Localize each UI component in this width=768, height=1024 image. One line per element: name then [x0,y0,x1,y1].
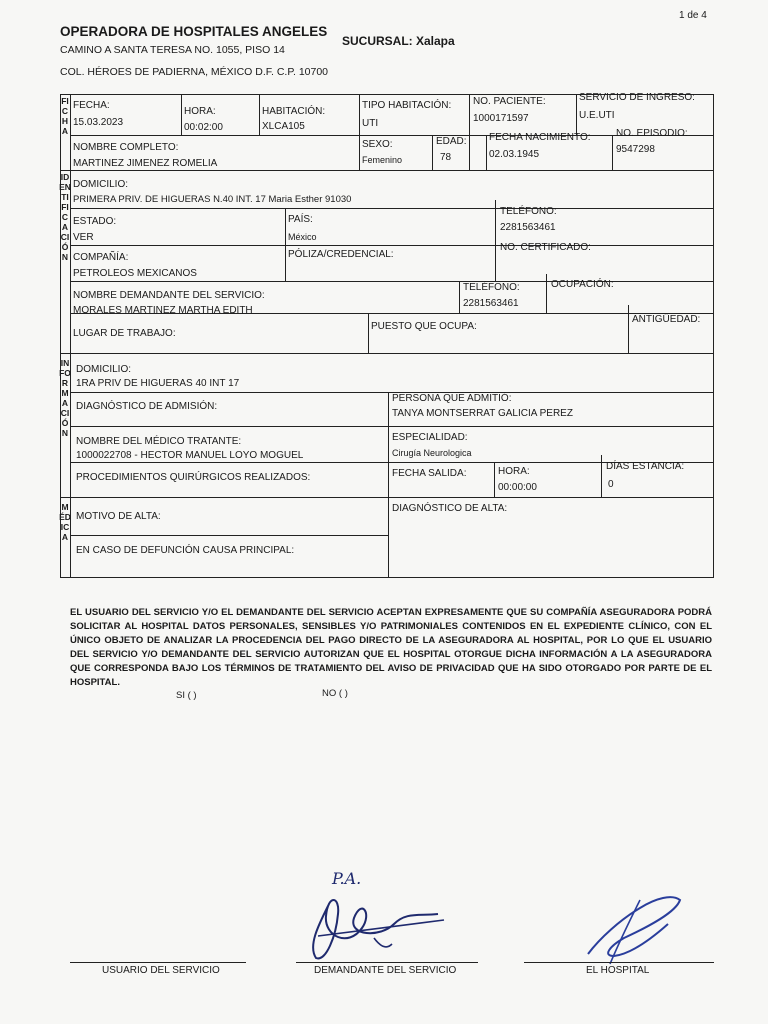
cell-divider [628,305,629,353]
row-divider [70,208,714,209]
no-certificado-label: NO. CERTIFICADO: [500,242,591,253]
poliza-label: PÓLIZA/CREDENCIAL: [288,249,394,260]
page-number: 1 de 4 [679,10,707,21]
hospital-signature [580,880,690,970]
hora-salida-value: 00:00:00 [498,482,537,493]
form-border-right [713,94,714,577]
domicilio-label: DOMICILIO: [73,179,129,190]
cell-divider [601,455,602,497]
compania-value: PETROLEOS MEXICANOS [73,268,197,279]
section-label-medica: MÉDICA [59,502,71,542]
no-paciente-value: 1000171597 [473,113,529,124]
servicio-ingreso-value: U.E.UTI [579,110,615,121]
especialidad-value: Cirugía Neurologica [392,448,472,458]
address-line-1: CAMINO A SANTA TERESA NO. 1055, PISO 14 [60,44,285,56]
cell-divider [368,313,369,353]
especialidad-label: ESPECIALIDAD: [392,432,468,443]
cell-divider [388,392,389,577]
tipo-habitacion-value: UTI [362,118,379,129]
demandante-annotation: P.A. [332,869,362,888]
row-divider [70,281,714,282]
tipo-habitacion-label: TIPO HABITACIÓN: [362,100,452,111]
medico-tratante-label: NOMBRE DEL MÉDICO TRATANTE: [76,436,242,447]
domicilio-medico-value: 1RA PRIV DE HIGUERAS 40 INT 17 [76,378,240,389]
cell-divider [285,208,286,281]
cell-divider [459,281,460,313]
compania-label: COMPAÑÍA: [73,252,129,263]
cell-divider [576,94,577,135]
row-divider [70,426,714,427]
nombre-value: MARTINEZ JIMENEZ ROMELIA [73,158,218,169]
signature-label-demandante: DEMANDANTE DEL SERVICIO [314,965,457,976]
consent-option-si[interactable]: SI ( ) [176,690,197,701]
pais-value: México [288,232,317,242]
row-divider [60,497,714,498]
cell-divider [359,94,360,135]
lugar-trabajo-label: LUGAR DE TRABAJO: [73,328,176,339]
persona-admitio-label: PERSONA QUE ADMITIÓ: [392,393,512,404]
habitacion-label: HABITACIÓN: [262,106,326,117]
fecha-nacimiento-label: FECHA NACIMIENTO: [489,132,591,143]
cell-divider [432,135,433,170]
telefono-label: TELÉFONO: [500,206,557,217]
no-episodio-value: 9547298 [616,144,655,155]
telefono-demandante-label: TELÉFONO: [463,282,520,293]
pais-label: PAÍS: [288,214,313,225]
org-name: OPERADORA DE HOSPITALES ANGELES [60,24,328,39]
cell-divider [486,135,487,170]
procedimientos-label: PROCEDIMIENTOS QUIRÚRGICOS REALIZADOS: [76,472,311,483]
cell-divider [546,274,547,313]
row-divider [70,245,714,246]
sexo-label: SEXO: [362,139,393,150]
persona-admitio-value: TANYA MONTSERRAT GALICIA PEREZ [392,408,573,419]
hora-salida-label: HORA: [498,466,530,477]
no-episodio-label: NO. EPISODIO: [616,128,688,139]
cell-divider [612,135,613,170]
telefono-value: 2281563461 [500,222,556,233]
signature-label-hospital: EL HOSPITAL [586,965,650,976]
cell-divider [469,94,470,170]
fecha-value: 15.03.2023 [73,117,124,128]
cell-divider [494,462,495,497]
telefono-demandante-value: 2281563461 [463,298,519,309]
signature-line-usuario [70,962,246,963]
habitacion-value: XLCA105 [262,121,305,132]
cell-divider [259,94,260,135]
dias-estancia-value: 0 [608,479,614,490]
estado-label: ESTADO: [73,216,117,227]
cell-divider [495,200,496,281]
fecha-label: FECHA: [73,100,110,111]
section-label-informacion: INFORMACIÓN [59,358,71,438]
diagnostico-admision-label: DIAGNÓSTICO DE ADMISIÓN: [76,401,218,412]
defuncion-label: EN CASO DE DEFUNCIÓN CAUSA PRINCIPAL: [76,545,295,556]
row-divider [70,535,388,536]
servicio-ingreso-label: SERVICIO DE INGRESO: [579,92,695,103]
hora-value: 00:02:00 [184,122,223,133]
sexo-value: Femenino [362,155,403,165]
address-line-2: COL. HÉROES DE PADIERNA, MÉXICO D.F. C.P. 10700 [60,66,329,78]
row-divider [60,353,714,354]
row-divider [60,170,714,171]
hora-label: HORA: [184,106,216,117]
no-paciente-label: NO. PACIENTE: [473,96,546,107]
edad-value: 78 [440,152,452,163]
demandante-value: MORALES MARTINEZ MARTHA EDITH [73,305,253,316]
form-border-bottom [60,577,714,578]
cell-divider [181,94,182,135]
signature-label-usuario: USUARIO DEL SERVICIO [102,965,220,976]
puesto-label: PUESTO QUE OCUPA: [371,321,477,332]
dias-estancia-label: DÍAS ESTANCIA: [606,461,685,472]
ocupacion-label: OCUPACIÓN: [551,279,614,290]
consent-text: EL USUARIO DEL SERVICIO Y/O EL DEMANDANTE DEL SERVICIO ACEPTAN EXPRESAMENTE QUE SU COMPAÑÍA ASEGURADORA PODRÁ SOLICITAR AL HOSPITAL DATOS PERSONALES, SENSIBLES Y/O PATRIMONIALES CONTENIDOS EN EL EXPEDIENTE CLÍNICO, CON EL ÚNICO OBJETO DE ANALIZAR LA PROCEDENCIA DEL PAGO DIRECTO DE LA ASEGURADORA AL HOSPITAL, POR LO QUE EL USUARIO DEL SERVICIO Y/O DEMANDANTE DEL SERVICIO AUTORIZAN QUE EL HOSPITAL OTORGUE DICHA INFORMACIÓN A LA ASEGURADORA QUE CORRESPONDA BAJO LOS TÉRMINOS DE TRATAMIENTO DEL AVISO DE PRIVACIDAD QUE HA SIDO OTORGADO POR PARTE DE EL HOSPITAL. [70,607,712,688]
fecha-nacimiento-value: 02.03.1945 [489,149,540,160]
diagnostico-alta-label: DIAGNÓSTICO DE ALTA: [392,503,508,514]
motivo-alta-label: MOTIVO DE ALTA: [76,511,161,522]
edad-label: EDAD: [436,136,467,147]
domicilio-medico-label: DOMICILIO: [76,364,132,375]
consent-option-no[interactable]: NO ( ) [322,688,348,699]
section-label-identificacion: IDENTIFICACIÓN [59,172,71,262]
branch-name: SUCURSAL: Xalapa [342,34,455,48]
section-label-ficha: FICHA [61,96,69,136]
medico-tratante-value: 1000022708 - HECTOR MANUEL LOYO MOGUEL [76,450,304,461]
domicilio-value: PRIMERA PRIV. DE HIGUERAS N.40 INT. 17 Maria Esther 91030 [73,194,352,205]
estado-value: VER [73,232,94,243]
signature-line-demandante [296,962,478,963]
demandante-signature [288,866,478,966]
signature-line-hospital [524,962,714,963]
nombre-label: NOMBRE COMPLETO: [73,142,179,153]
demandante-label: NOMBRE DEMANDANTE DEL SERVICIO: [73,290,265,301]
cell-divider [359,135,360,170]
antiguedad-label: ANTIGÜEDAD: [632,314,701,325]
fecha-salida-label: FECHA SALIDA: [392,468,467,479]
